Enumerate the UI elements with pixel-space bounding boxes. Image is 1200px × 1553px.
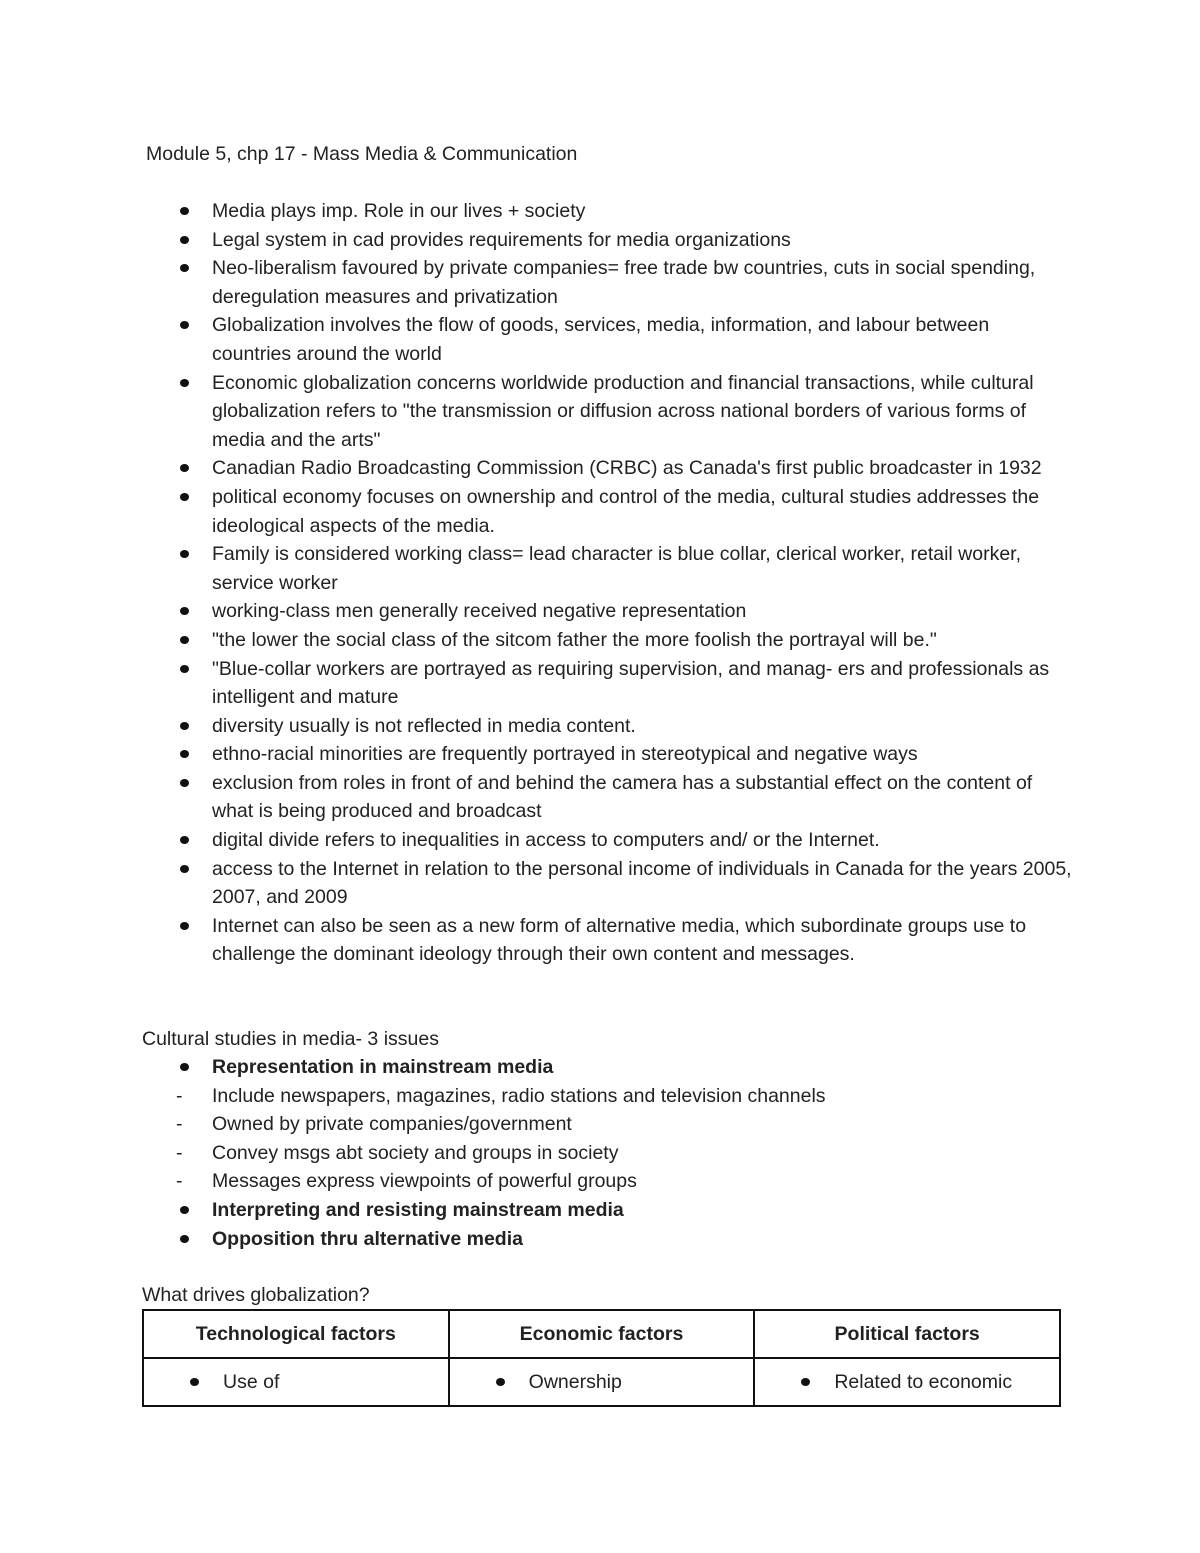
list-item: access to the Internet in relation to the personal income of individuals in Canada for the years 2005, 2007, and 2009	[212, 855, 1072, 912]
bullet-icon	[180, 550, 189, 558]
list-item: digital divide refers to inequalities in access to computers and/ or the Internet.	[212, 826, 1072, 855]
bullet-icon	[180, 722, 189, 730]
list-item: Ownership	[529, 1368, 754, 1397]
globalization-heading: What drives globalization?	[142, 1284, 370, 1306]
issue-heading: Interpreting and resisting mainstream media	[212, 1198, 624, 1221]
list-item: Economic globalization concerns worldwide production and financial transactions, while cultural globalization refers to "the transmission or diffusion across national borders of various forms of media and the arts"	[212, 369, 1072, 455]
list-item: Internet can also be seen as a new form of alternative media, which subordinate groups use to challenge the dominant ideology through their own content and messages.	[212, 912, 1072, 969]
list-item: - Include newspapers, magazines, radio stations and television channels	[212, 1082, 1072, 1111]
bullet-icon	[180, 636, 189, 644]
globalization-factors-table	[142, 1309, 1061, 1407]
list-item	[212, 1053, 1072, 1082]
bullet-icon	[180, 379, 189, 387]
list-item: Use of	[223, 1368, 448, 1397]
list-item: "the lower the social class of the sitcom father the more foolish the portrayal will be."	[212, 626, 1072, 655]
column-header-political: Political factors	[754, 1310, 1060, 1358]
list-item: - Owned by private companies/government	[212, 1110, 1072, 1139]
issue-heading: Opposition thru alternative media	[212, 1227, 523, 1250]
list-item: Canadian Radio Broadcasting Commission (CRBC) as Canada's first public broadcaster in 1932	[212, 454, 1072, 483]
bullet-icon	[180, 207, 189, 215]
list-item: ethno-racial minorities are frequently portrayed in stereotypical and negative ways	[212, 740, 1072, 769]
list-item: political economy focuses on ownership and control of the media, cultural studies addresses the ideological aspects of the media.	[212, 483, 1072, 540]
table-row	[143, 1358, 1060, 1406]
list-item: Related to economic	[834, 1368, 1059, 1397]
bullet-icon	[180, 607, 189, 615]
list-item: Globalization involves the flow of goods, services, media, information, and labour between countries around the world	[212, 311, 1072, 368]
issue-heading: Representation in mainstream media	[212, 1056, 554, 1078]
bullet-icon	[190, 1378, 199, 1386]
table-cell	[449, 1358, 755, 1406]
bullet-icon	[180, 493, 189, 501]
bullet-icon	[180, 236, 189, 244]
bullet-icon	[180, 836, 189, 844]
bullet-icon	[180, 1206, 189, 1214]
bullet-icon	[180, 665, 189, 673]
list-item: working-class men generally received negative representation	[212, 597, 1072, 626]
bullet-icon	[180, 922, 189, 930]
bullet-icon	[180, 1063, 189, 1071]
table-cell	[143, 1358, 449, 1406]
table-cell	[754, 1358, 1060, 1406]
list-item: - Messages express viewpoints of powerful groups	[212, 1167, 1072, 1196]
bullet-icon	[180, 779, 189, 787]
list-item: Media plays imp. Role in our lives + society	[212, 197, 1072, 226]
bullet-icon	[180, 865, 189, 873]
cultural-studies-list	[176, 1053, 1072, 1253]
document-title: Module 5, chp 17 - Mass Media & Communication	[146, 143, 578, 165]
bullet-icon	[180, 1235, 189, 1243]
cultural-studies-heading: Cultural studies in media- 3 issues	[142, 1028, 439, 1050]
list-item	[212, 1225, 1072, 1254]
notes-list	[212, 197, 1072, 969]
bullet-icon	[801, 1378, 810, 1386]
table-header-row	[143, 1310, 1060, 1358]
bullet-icon	[180, 321, 189, 329]
dash-marker: -	[176, 1141, 183, 1164]
bullet-icon	[496, 1378, 505, 1386]
list-item: Neo-liberalism favoured by private companies= free trade bw countries, cuts in social spending, deregulation measures and privatization	[212, 254, 1072, 311]
dash-marker: -	[176, 1113, 183, 1136]
column-header-economic: Economic factors	[449, 1310, 755, 1358]
list-item: diversity usually is not reflected in media content.	[212, 712, 1072, 741]
list-item: Family is considered working class= lead character is blue collar, clerical worker, retail worker, service worker	[212, 540, 1072, 597]
list-item: Legal system in cad provides requirements for media organizations	[212, 226, 1072, 255]
list-item	[212, 1196, 1072, 1225]
column-header-technological: Technological factors	[143, 1310, 449, 1358]
list-item: "Blue-collar workers are portrayed as requiring supervision, and manag- ers and professionals as intelligent and mature	[212, 655, 1072, 712]
bullet-icon	[180, 750, 189, 758]
bullet-icon	[180, 464, 189, 472]
list-item: - Convey msgs abt society and groups in society	[212, 1139, 1072, 1168]
dash-marker: -	[176, 1084, 183, 1107]
dash-marker: -	[176, 1170, 183, 1193]
bullet-icon	[180, 264, 189, 272]
list-item: exclusion from roles in front of and behind the camera has a substantial effect on the content of what is being produced and broadcast	[212, 769, 1072, 826]
